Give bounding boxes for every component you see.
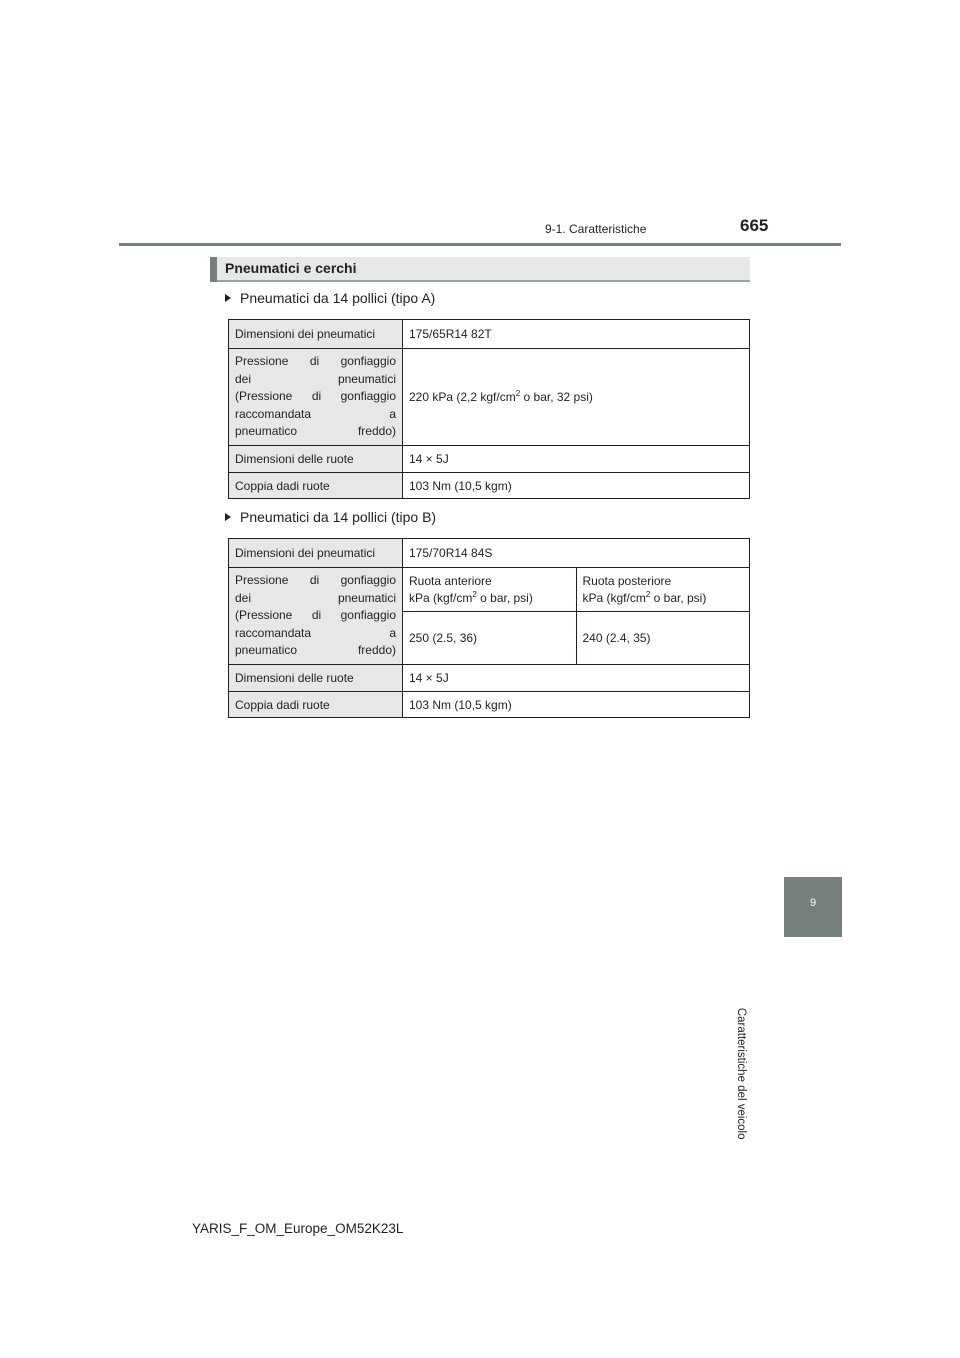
front-wheel-header	[403, 568, 577, 612]
footer-doc-code: YARIS_F_OM_Europe_OM52K23L	[192, 1221, 404, 1236]
subhead-type-a	[225, 290, 435, 306]
torque-value: 103 Nm (10,5 kgm)	[403, 692, 750, 718]
pressure-label-line: raccomandata a	[235, 625, 396, 640]
front-wheel-label: Ruota anteriore	[409, 573, 492, 588]
tire-table-type-b	[228, 538, 750, 718]
wheel-size-value: 14 × 5J	[403, 665, 750, 692]
pressure-value-part: 220 kPa (2,2 kgf/cm	[409, 390, 516, 404]
chapter-number: 9	[809, 897, 817, 909]
pressure-label-line: pneumatico freddo)	[235, 643, 396, 658]
chapter-label: Caratteristiche del veicolo	[735, 1007, 748, 1140]
wheel-size-value: 14 × 5J	[403, 446, 750, 473]
rear-wheel-label: Ruota posteriore	[582, 573, 672, 588]
pressure-value-sup: 2	[515, 389, 521, 398]
tire-size-value: 175/65R14 82T	[403, 320, 750, 349]
table-row	[229, 665, 750, 692]
pressure-value-part: o bar, 32 psi)	[520, 390, 593, 404]
tire-table-type-a	[228, 319, 750, 499]
wheel-size-label: Dimensioni delle ruote	[229, 665, 403, 692]
pressure-label-line: (Pressione di gonfiaggio	[235, 608, 396, 623]
table-row	[229, 568, 750, 612]
header-rule	[119, 243, 841, 246]
unit-sup: 2	[472, 589, 477, 599]
table-row	[229, 349, 750, 446]
pressure-label-line: Pressione di gonfiaggio	[235, 354, 396, 369]
rear-pressure-value: 240 (2.4, 35)	[576, 612, 750, 665]
pressure-label-line: dei pneumatici	[235, 371, 396, 386]
chapter-tab	[784, 877, 842, 937]
rear-wheel-header	[576, 568, 750, 612]
tire-size-label: Dimensioni dei pneumatici	[229, 320, 403, 349]
wheel-size-label: Dimensioni delle ruote	[229, 446, 403, 473]
subhead-type-b-text: Pneumatici da 14 pollici (tipo B)	[240, 509, 437, 525]
section-header	[210, 257, 750, 282]
pressure-label	[229, 568, 403, 665]
table-row	[229, 473, 750, 499]
torque-label: Coppia dadi ruote	[229, 692, 403, 718]
pressure-label-line: dei pneumatici	[235, 590, 396, 605]
section-accent-bar	[210, 257, 217, 282]
pressure-value	[403, 349, 750, 446]
table-row	[229, 320, 750, 349]
front-pressure-value: 250 (2.5, 36)	[403, 612, 577, 665]
torque-value: 103 Nm (10,5 kgm)	[403, 473, 750, 499]
unit-part: kPa (kgf/cm	[582, 590, 646, 605]
page-number: 665	[740, 216, 769, 235]
pressure-label-line: raccomandata a	[235, 406, 396, 421]
unit-part: o bar, psi)	[476, 590, 533, 605]
torque-label: Coppia dadi ruote	[229, 473, 403, 499]
pressure-label-line: pneumatico freddo)	[235, 424, 396, 439]
section-title: Pneumatici e cerchi	[225, 260, 357, 276]
tire-size-value: 175/70R14 84S	[403, 539, 750, 568]
pressure-label	[229, 349, 403, 446]
unit-part: kPa (kgf/cm	[409, 590, 473, 605]
pressure-label-line: Pressione di gonfiaggio	[235, 573, 396, 588]
subhead-type-a-text: Pneumatici da 14 pollici (tipo A)	[240, 290, 436, 306]
table-row	[229, 539, 750, 568]
triangle-bullet-icon	[225, 513, 231, 521]
tire-size-label: Dimensioni dei pneumatici	[229, 539, 403, 568]
pressure-label-line: (Pressione di gonfiaggio	[235, 389, 396, 404]
unit-part: o bar, psi)	[650, 590, 707, 605]
header-section-title: 9-1. Caratteristiche	[545, 222, 647, 236]
unit-sup: 2	[645, 589, 651, 599]
table-row	[229, 692, 750, 718]
subhead-type-b	[225, 509, 436, 525]
table-row	[229, 446, 750, 473]
triangle-bullet-icon	[225, 294, 231, 302]
